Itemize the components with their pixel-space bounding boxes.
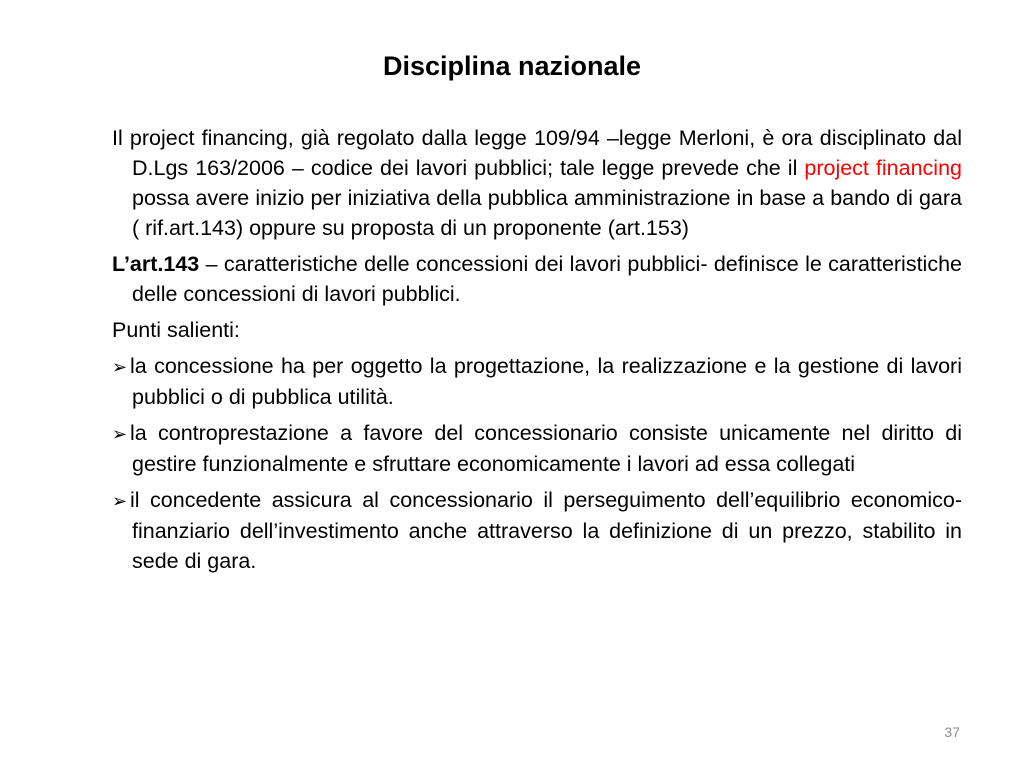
bullet-text: la concessione ha per oggetto la progettazione, la realizzazione e la gestione di lavori pubblici o di pubblica utilità.	[130, 354, 962, 409]
paragraph-project-financing	[112, 123, 962, 243]
art143-label: L’art.143	[112, 252, 200, 276]
bullet-item	[112, 418, 962, 479]
paragraph-art143	[112, 249, 962, 309]
arrow-bullet-icon: ➢	[112, 424, 128, 444]
arrow-bullet-icon: ➢	[112, 357, 128, 377]
page-number: 37	[944, 724, 960, 740]
paragraph-text: – caratteristiche delle concessioni dei lavori pubblici- definisce le caratteristiche delle concessioni di lavori pubblici.	[132, 252, 962, 306]
paragraph-punti-salienti: Punti salienti:	[112, 318, 240, 342]
arrow-bullet-icon: ➢	[112, 491, 128, 511]
bullet-item	[112, 351, 962, 412]
paragraph-text: Il project financing, già regolato dalla legge 109/94 –legge Merloni, è ora disciplinato dal D.Lgs 163/2006 – codice dei lavori pubblici; tale legge prevede che il	[112, 126, 962, 180]
slide-title: Disciplina nazionale	[382, 51, 642, 81]
slide-content	[112, 123, 962, 582]
bullet-text: la controprestazione a favore del concessionario consiste unicamente nel diritto di gestire funzionalmente e sfruttare economicamente i lavori ad essa collegati	[130, 421, 962, 476]
bullet-text: il concedente assicura al concessionario il perseguimento dell’equilibrio economico-finanziario dell’investimento anche attraverso la definizione di un prezzo, stabilito in sede di gara.	[130, 488, 962, 573]
bullet-item	[112, 485, 962, 576]
highlight-project-financing: project financing	[804, 156, 962, 180]
paragraph-text: possa avere inizio per iniziativa della pubblica amministrazione in base a bando di gara ( rif.art.143) oppure su proposta di un proponente (art.153)	[132, 186, 962, 240]
